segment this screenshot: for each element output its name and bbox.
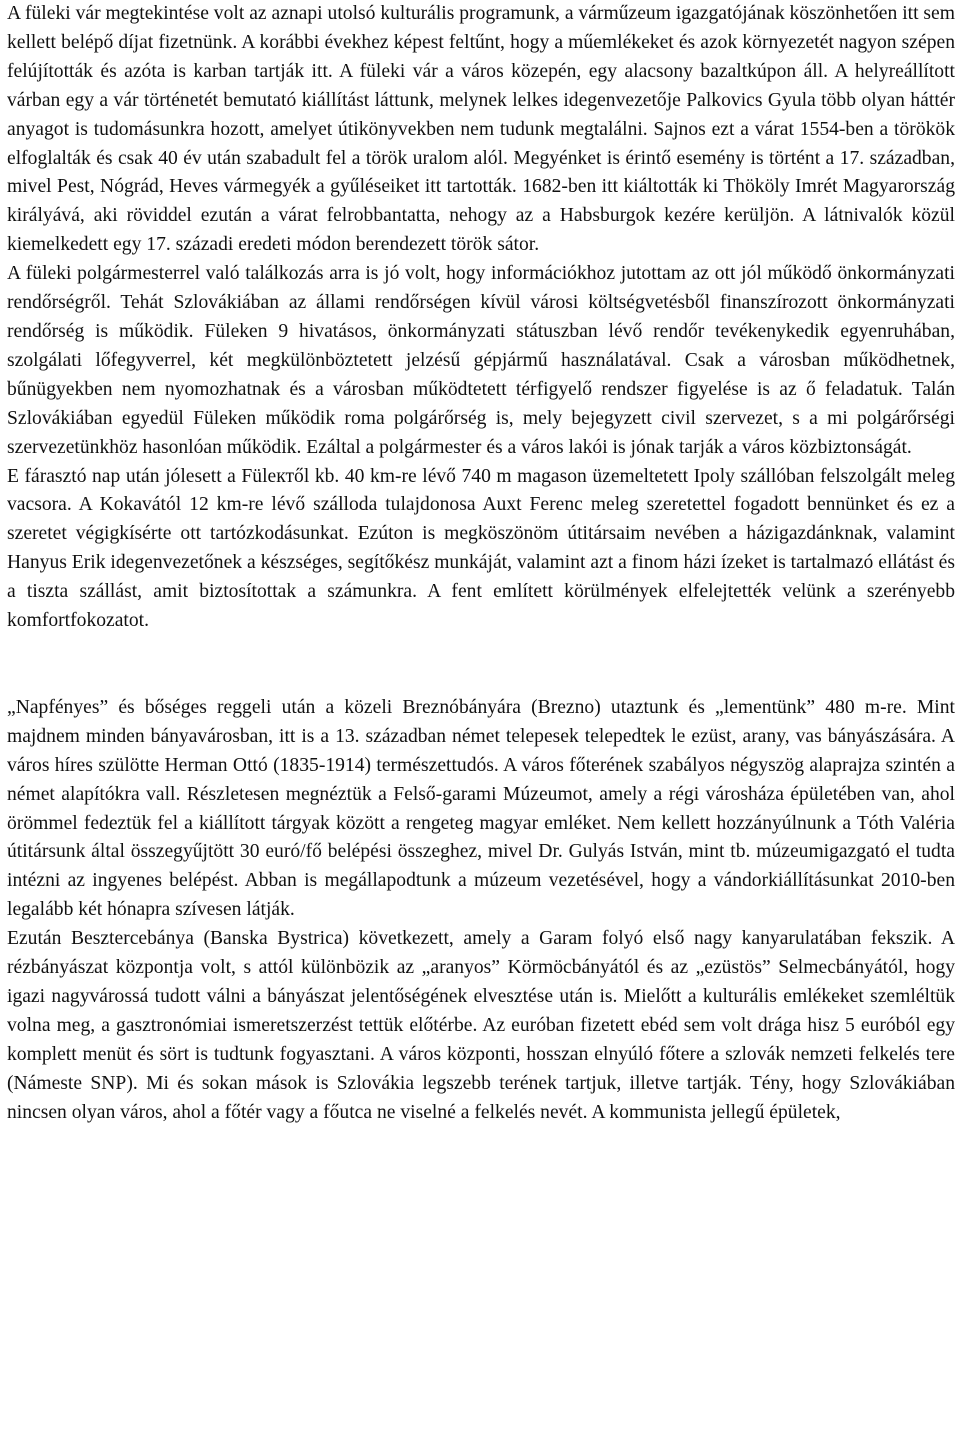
paragraph-ipoly-hotel: E fárasztó nap után jólesett a Füleктől kb. 40 km-re lévő 740 m magason üzemeltetett Ipoly szállóban felszolgált meleg vacsora. A Kokavától 12 km-re lévő szálloda tulajdonosa Auxt Ferenc meleg szeretettel fogadott bennünket és ez a szeretet végigkísérte ott tartózkodásunkat. Ezúton is megköszönöm útitársaim nevében a házigazdánknak, valamint Hanyus Erik idegenvezetőnek a készséges, segítőkész munkáját, valamint azt a finom házi ízeket is tartalmazó ellátást és a tiszta szállást, amit biztosítottak a számunkra. A fent említett körülmények elfelejtették velünk a szerényebb komfortfokozatot. [7, 465, 955, 632]
paragraph-besztercebanya: Ezután Besztercebánya (Banska Bystrica) következett, amely a Garam folyó első nagy kanyarulatában fekszik. A rézbányászat központja volt, s attól különbözik az „aranyos” Körmöcbányától és az „ezüstös” Selmecbányától, hogy igazi nagyvárossá tudott válni a bányászat jelentőségének elvesztése után is. Mielőtt a kulturális emlékeket szemléltük volna meg, a gasztronómiai ismeretszerzést tettük előtérbe. Az euróban fizetett ebéd sem volt drága hisz 5 euróból egy komplett menüt és sört is tudtunk fogyasztani. A város központi, hosszan elnyúló főtere a szlovák nemzeti felkelés tere (Námeste SNP). Mi és sokan mások is Szlovákia legszebb terének tartjuk, illetve tartják. Tény, hogy Szlovákiában nincsen olyan város, ahol a főtér vagy a főutca ne viselné a felkelés nevét. A kommunista jellegű épületek, [7, 928, 955, 1123]
section-brezno [7, 694, 955, 1128]
section-divider [7, 636, 955, 694]
document-page [7, 0, 955, 1128]
section-fulek [7, 0, 955, 636]
paragraph-fulek-castle: A füleki vár megtekintése volt az aznapi utolsó kulturális programunk, a várműzeum igazgatójának köszönhetően itt sem kellett belépő díjat fizetnünk. A korábbi évekhez képest feltűnt, hogy a műemlékeket és azok környezetét nagyon szépen felújították és azóta is karban tartják itt. A füleki vár a város közepén, egy alacsony bazaltkúpon áll. A helyreállított várban egy a vár történetét bemutató kiállítást láttunk, melynek lelkes idegenvezetője Palkovics Gyula több olyan háttér anyagot is tudomásunkra hozott, amelyet útikönyvekben nem tudunk megtalálni. Sajnos ezt a várat 1554-ben a törökök elfoglalták és csak 40 év után szabadult fel a török uralom alól. Megyénket is érintő esemény is történt a 17. században, mivel Pest, Nógrád, Heves vármegyék a gyűléseiket itt tartották. 1682-ben itt kiáltották ki Thököly Imrét Magyarország királyává, aki röviddel ezután a várat felrobbantatta, nehogy az a Habsburgok kezére kerüljön. A látnivalók közül kiemelkedett egy 17. századi eredeti módon berendezett török sátor. [7, 3, 955, 256]
paragraph-municipal-police: A füleki polgármesterrel való találkozás arra is jó volt, hogy információkhoz jutottam az ott jól működő önkormányzati rendőrségről. Tehát Szlovákiában az állami rendőrségen kívül városi költségvetésből finanszírozott önkormányzati rendőrség is működik. Füleken 9 hivatásos, önkormányzati státuszban lévő rendőr tevékenykedik egyenruhában, szolgálati lőfegyverrel, két megkülönböztetett jelzésű gépjármű használatával. Csak a városban működhetnek, bűnügyekben nem nyomozhatnak és a városban működtetett térfigyelő rendszer figyelése is az ő feladatuk. Talán Szlovákiában egyedül Füleken működik roma polgárőrség is, mely bejegyzett civil szervezet, s a mi polgárőrségi szervezetünkhöz hasonlóan működik. Ezáltal a polgármester és a város lakói is jónak tarják a város közbiztonságát. [7, 263, 955, 458]
paragraph-brezno: „Napfényes” és bőséges reggeli után a közeli Breznóbányára (Brezno) utaztunk és „lementünk” 480 m-re. Mint majdnem minden bányavárosban, itt is a 13. században német telepesek telepedtek le ezüst, arany, vas bányászására. A város híres szülötte Herman Ottó (1835-1914) természettudós. A város főterének szabályos négyszög alaprajza szintén a német alapítókra vall. Részletesen megnéztük a Felső-garami Múzeumot, amely a régi városháza épületében van, ahol örömmel fedeztük fel a kiállított tárgyak között a rengeteg magyar emléket. Nem kellett hozzányúlnunk a Tóth Valéria útitársunk által összegyűjtött 30 euró/fő belépési összeghez, mivel Dr. Gulyás István, mint tb. múzeumigazgató el tudta intézni az ingyenes belépést. Abban is megállapodtunk a múzeum vezetésével, hogy a vándorkiállításunkat 2010-ben legalább két hónapra szívesen látják. [7, 696, 955, 921]
